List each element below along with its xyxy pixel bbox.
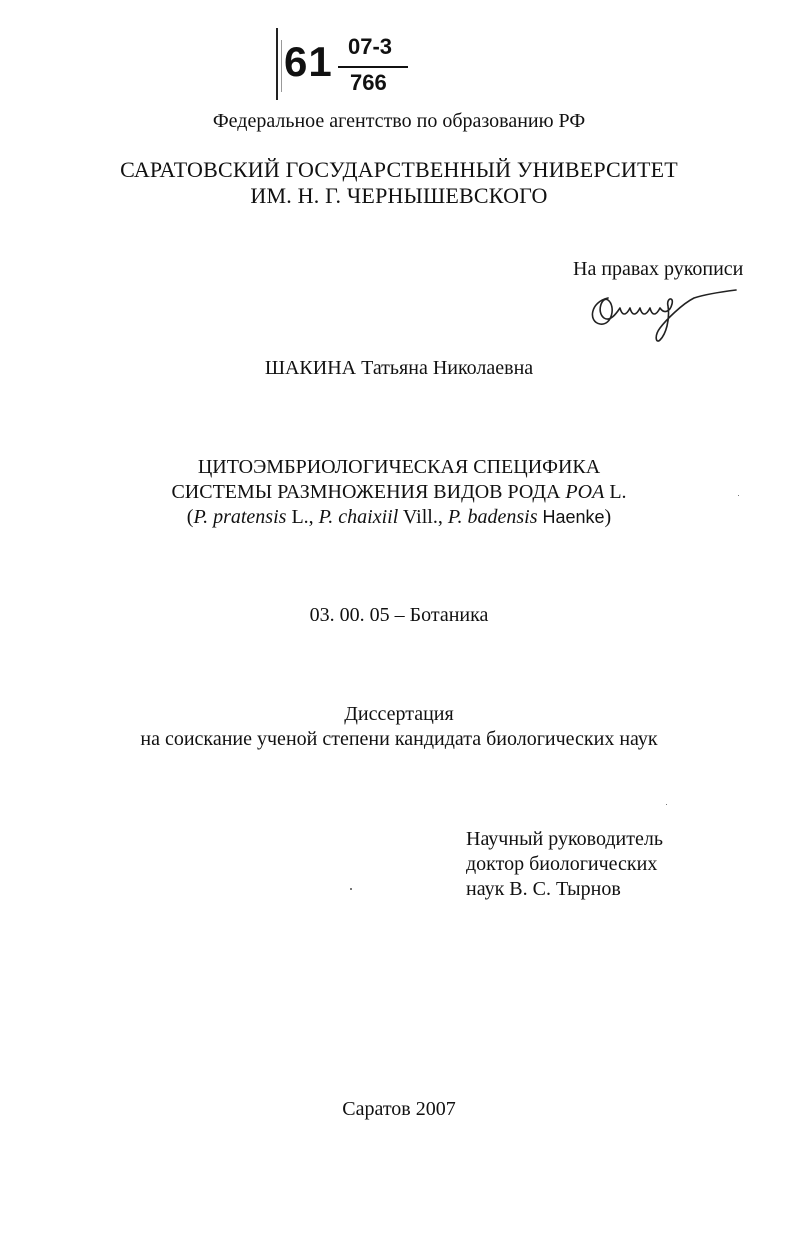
supervisor-line-3: наук В. С. Тырнов <box>466 878 621 900</box>
degree-line-1: Диссертация <box>344 703 454 725</box>
title-line-2-suffix: L. <box>604 481 627 503</box>
scan-speck <box>738 495 739 496</box>
stamp-bottom-number: 766 <box>350 70 387 95</box>
species-1: P. pratensis <box>193 506 287 528</box>
stamp-fraction-line <box>338 66 408 68</box>
university-line-2: ИМ. Н. Г. ЧЕРНЫШЕВСКОГО <box>250 183 548 208</box>
stamp-top-number: 07-3 <box>348 34 393 59</box>
manuscript-note: На правах рукописи <box>573 258 744 280</box>
genus-name: POA <box>565 481 605 503</box>
agency-name: Федеральное агентство по образованию РФ <box>212 110 586 132</box>
stamp-bar-thin <box>281 40 282 92</box>
species-2: P. chaixiil <box>318 506 399 528</box>
scan-speck <box>350 888 352 890</box>
species-1-author: L., <box>286 506 319 528</box>
species-2-author: Vill., <box>398 506 448 528</box>
author-name: ШАКИНА Татьяна Николаевна <box>264 357 534 379</box>
stamp-bar <box>276 28 278 100</box>
title-line-2-prefix: СИСТЕМЫ РАЗМНОЖЕНИЯ ВИДОВ РОДА <box>171 481 566 503</box>
scan-speck <box>666 804 667 805</box>
species-3-author: Haenke <box>537 507 605 527</box>
signature-image <box>586 284 746 348</box>
species-open-paren: ( <box>186 506 194 528</box>
species-list <box>0 506 798 529</box>
species-3: P. badensis <box>447 506 538 528</box>
place-year: Саратов 2007 <box>342 1098 456 1120</box>
supervisor-line-1: Научный руководитель <box>466 828 663 850</box>
title-line-1: ЦИТОЭМБРИОЛОГИЧЕСКАЯ СПЕЦИФИКА <box>197 456 601 478</box>
title-line-2 <box>0 481 798 504</box>
species-close-paren: ) <box>604 506 612 528</box>
degree-line-2: на соискание ученой степени кандидата биологических наук <box>140 728 658 750</box>
specialty-code: 03. 00. 05 – Ботаника <box>309 604 489 626</box>
university-line-1: САРАТОВСКИЙ ГОСУДАРСТВЕННЫЙ УНИВЕРСИТЕТ <box>120 157 678 182</box>
stamp-main-number: 61 <box>284 38 333 85</box>
supervisor-line-2: доктор биологических <box>466 853 658 875</box>
